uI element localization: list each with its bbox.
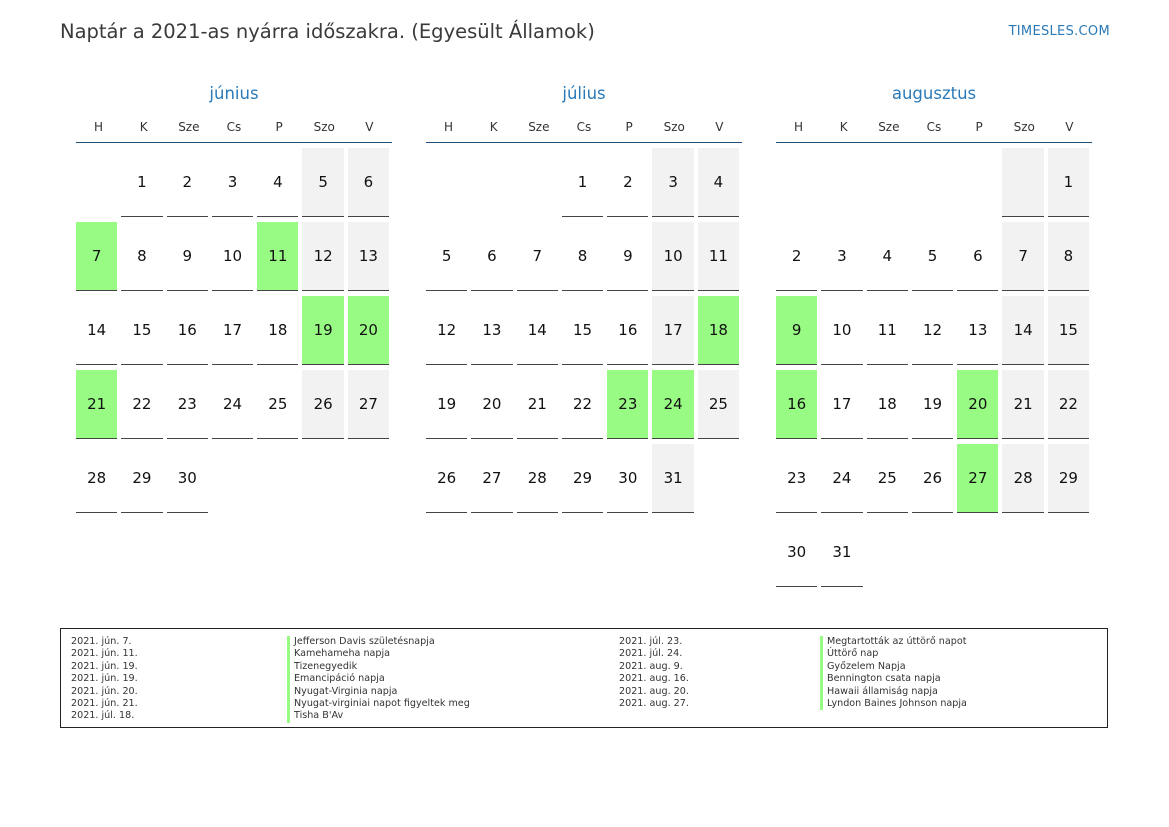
day-grid xyxy=(76,148,392,513)
day-cell[interactable]: 22 xyxy=(1048,370,1089,439)
day-cell[interactable]: 2 xyxy=(167,148,208,217)
day-cell[interactable]: 16 xyxy=(607,296,648,365)
day-cell[interactable]: 17 xyxy=(212,296,253,365)
day-cell[interactable]: 27 xyxy=(348,370,389,439)
weekday-header xyxy=(426,112,742,143)
empty-cell xyxy=(821,148,862,216)
weekday-header xyxy=(76,112,392,143)
legend-holiday-name: Nyugat-Virginia napja xyxy=(287,686,470,698)
day-cell-holiday[interactable]: 24 xyxy=(652,370,693,439)
day-cell-holiday[interactable]: 16 xyxy=(776,370,817,439)
day-cell[interactable]: 10 xyxy=(652,222,693,291)
day-cell-holiday[interactable]: 19 xyxy=(302,296,343,365)
empty-cell xyxy=(426,148,467,216)
day-cell[interactable]: 24 xyxy=(212,370,253,439)
day-cell[interactable]: 3 xyxy=(821,222,862,291)
weekday-label: Sze xyxy=(878,120,900,134)
day-cell[interactable]: 31 xyxy=(821,518,862,587)
month-july xyxy=(426,84,742,513)
weekday-label: H xyxy=(794,120,804,134)
legend-date: 2021. júl. 18. xyxy=(71,710,135,722)
month-name: augusztus xyxy=(891,84,977,103)
day-cell[interactable]: 22 xyxy=(121,370,162,439)
day-cell[interactable]: 5 xyxy=(912,222,953,291)
legend-date: 2021. jún. 19. xyxy=(71,673,138,685)
legend-holiday-name: Bennington csata napja xyxy=(820,673,967,685)
day-cell[interactable]: 5 xyxy=(302,148,343,217)
day-grid xyxy=(426,148,742,513)
legend-date: 2021. aug. 27. xyxy=(619,697,689,709)
empty-cell xyxy=(517,148,558,216)
legend-dates-right xyxy=(619,636,689,710)
legend-holiday-name: Jefferson Davis születésnapja xyxy=(287,636,470,648)
day-cell[interactable]: 14 xyxy=(517,296,558,365)
day-cell[interactable]: 22 xyxy=(562,370,603,439)
month-june xyxy=(76,84,392,513)
day-cell[interactable]: 21 xyxy=(517,370,558,439)
day-cell[interactable]: 28 xyxy=(76,444,117,513)
day-cell[interactable]: 13 xyxy=(471,296,512,365)
weekday-label: P xyxy=(275,120,283,134)
day-cell-holiday[interactable]: 27 xyxy=(957,444,998,513)
day-cell[interactable]: 1 xyxy=(1048,148,1089,217)
day-cell[interactable]: 29 xyxy=(121,444,162,513)
day-cell[interactable]: 12 xyxy=(426,296,467,365)
legend-holiday-name: Megtartották az úttörő napot xyxy=(820,636,967,648)
legend-date: 2021. aug. 16. xyxy=(619,673,689,685)
day-cell[interactable]: 2 xyxy=(607,148,648,217)
day-cell[interactable]: 4 xyxy=(867,222,908,291)
day-cell[interactable]: 3 xyxy=(652,148,693,217)
day-cell[interactable]: 28 xyxy=(1002,444,1043,513)
empty-cell xyxy=(471,148,512,216)
legend-date: 2021. jún. 20. xyxy=(71,685,138,697)
day-cell[interactable]: 16 xyxy=(167,296,208,365)
day-cell[interactable]: 13 xyxy=(348,222,389,291)
legend-date: 2021. aug. 9. xyxy=(619,660,683,672)
weekday-label: K xyxy=(489,120,498,134)
day-cell[interactable]: 6 xyxy=(471,222,512,291)
day-cell[interactable]: 6 xyxy=(348,148,389,217)
page-title: Naptár a 2021-as nyárra időszakra. (Egyesült Államok) xyxy=(60,20,595,43)
day-cell-holiday[interactable]: 11 xyxy=(257,222,298,291)
day-cell[interactable]: 31 xyxy=(652,444,693,513)
day-cell[interactable]: 12 xyxy=(302,222,343,291)
day-cell[interactable]: 14 xyxy=(1002,296,1043,365)
day-cell-holiday[interactable]: 20 xyxy=(348,296,389,365)
legend-holiday-name: Kamehameha napja xyxy=(287,648,470,660)
weekday-label: Sze xyxy=(528,120,550,134)
legend-holiday-name: Hawaii államiság napja xyxy=(820,686,967,698)
day-cell[interactable]: 14 xyxy=(76,296,117,365)
day-cell-holiday[interactable]: 7 xyxy=(76,222,117,291)
day-cell[interactable]: 4 xyxy=(698,148,739,217)
weekday-label: P xyxy=(975,120,983,134)
day-cell[interactable]: 15 xyxy=(121,296,162,365)
day-cell[interactable]: 25 xyxy=(867,444,908,513)
month-august xyxy=(776,84,1092,587)
legend-holiday-name: Győzelem Napja xyxy=(820,661,967,673)
weekday-label: K xyxy=(139,120,148,134)
day-cell[interactable]: 13 xyxy=(957,296,998,365)
day-cell[interactable]: 6 xyxy=(957,222,998,291)
weekday-label: V xyxy=(715,120,724,134)
day-cell[interactable]: 21 xyxy=(1002,370,1043,439)
day-cell[interactable]: 26 xyxy=(302,370,343,439)
weekday-label: Cs xyxy=(576,120,592,134)
day-cell[interactable]: 19 xyxy=(912,370,953,439)
day-cell[interactable]: 30 xyxy=(776,518,817,587)
day-cell[interactable]: 9 xyxy=(607,222,648,291)
weekday-label: H xyxy=(444,120,454,134)
brand-link[interactable]: TIMESLES.COM xyxy=(1008,24,1110,39)
day-cell[interactable]: 11 xyxy=(867,296,908,365)
weekday-label: Cs xyxy=(226,120,242,134)
legend-date: 2021. jún. 7. xyxy=(71,636,132,647)
day-cell[interactable]: 8 xyxy=(1048,222,1089,291)
day-cell[interactable]: 10 xyxy=(212,222,253,291)
day-cell[interactable]: 18 xyxy=(867,370,908,439)
day-cell[interactable]: 1 xyxy=(562,148,603,217)
day-cell[interactable]: 30 xyxy=(607,444,648,513)
day-cell[interactable]: 8 xyxy=(121,222,162,291)
day-cell[interactable]: 15 xyxy=(1048,296,1089,365)
day-cell[interactable]: 29 xyxy=(562,444,603,513)
day-cell[interactable]: 15 xyxy=(562,296,603,365)
legend-holiday-name: Tizenegyedik xyxy=(287,661,470,673)
day-cell[interactable]: 7 xyxy=(1002,222,1043,291)
day-cell[interactable]: 12 xyxy=(912,296,953,365)
legend-holiday-name: Lyndon Baines Johnson napja xyxy=(820,698,967,710)
weekday-header xyxy=(776,112,1092,143)
day-cell[interactable]: 24 xyxy=(821,444,862,513)
weekday-label: Szo xyxy=(1013,120,1035,134)
day-cell[interactable]: 1 xyxy=(121,148,162,217)
day-cell[interactable]: 27 xyxy=(471,444,512,513)
day-cell[interactable]: 7 xyxy=(517,222,558,291)
legend-date: 2021. júl. 23. xyxy=(619,636,683,647)
day-cell[interactable]: 23 xyxy=(776,444,817,513)
empty-cell xyxy=(912,148,953,216)
weekday-label: Cs xyxy=(926,120,942,134)
weekday-label: K xyxy=(839,120,848,134)
weekday-label: Sze xyxy=(178,120,200,134)
day-cell[interactable]: 29 xyxy=(1048,444,1089,513)
empty-cell xyxy=(776,148,817,216)
legend-date: 2021. jún. 19. xyxy=(71,660,138,672)
empty-cell xyxy=(1002,148,1043,217)
empty-cell xyxy=(867,148,908,216)
legend-holiday-name: Úttörő nap xyxy=(820,648,967,660)
day-cell[interactable]: 10 xyxy=(821,296,862,365)
day-cell-holiday[interactable]: 20 xyxy=(957,370,998,439)
weekday-label: Szo xyxy=(313,120,335,134)
day-cell[interactable]: 26 xyxy=(426,444,467,513)
day-cell-holiday[interactable]: 21 xyxy=(76,370,117,439)
legend-names-left xyxy=(287,636,470,723)
day-cell[interactable]: 11 xyxy=(698,222,739,291)
day-cell[interactable]: 20 xyxy=(471,370,512,439)
weekday-label: V xyxy=(1065,120,1074,134)
legend-holiday-name: Emancipáció napja xyxy=(287,673,470,685)
weekday-label: H xyxy=(94,120,104,134)
day-cell-holiday[interactable]: 23 xyxy=(607,370,648,439)
day-cell[interactable]: 17 xyxy=(821,370,862,439)
legend-date: 2021. jún. 11. xyxy=(71,648,138,660)
legend-date: 2021. aug. 20. xyxy=(619,685,689,697)
legend-holiday-name: Nyugat-virginiai napot figyeltek meg xyxy=(287,698,470,710)
weekday-label: P xyxy=(625,120,633,134)
day-cell[interactable]: 2 xyxy=(776,222,817,291)
empty-cell xyxy=(957,148,998,216)
month-name: július xyxy=(562,84,606,103)
legend-date: 2021. jún. 21. xyxy=(71,697,138,709)
day-cell[interactable]: 8 xyxy=(562,222,603,291)
legend-holiday-name: Tisha B'Av xyxy=(287,710,470,722)
day-cell[interactable]: 25 xyxy=(257,370,298,439)
day-cell[interactable]: 5 xyxy=(426,222,467,291)
holiday-legend xyxy=(60,628,1108,728)
day-cell[interactable]: 18 xyxy=(257,296,298,365)
legend-date: 2021. júl. 24. xyxy=(619,648,683,660)
day-cell[interactable]: 23 xyxy=(167,370,208,439)
day-cell[interactable]: 30 xyxy=(167,444,208,513)
day-cell[interactable]: 25 xyxy=(698,370,739,439)
weekday-label: V xyxy=(365,120,374,134)
empty-cell xyxy=(76,148,117,216)
month-name: június xyxy=(209,84,259,103)
day-cell[interactable]: 28 xyxy=(517,444,558,513)
day-cell[interactable]: 26 xyxy=(912,444,953,513)
legend-dates-left xyxy=(71,636,138,723)
legend-names-right xyxy=(820,636,967,710)
day-cell[interactable]: 4 xyxy=(257,148,298,217)
day-cell-holiday[interactable]: 9 xyxy=(776,296,817,365)
day-cell[interactable]: 19 xyxy=(426,370,467,439)
day-cell[interactable]: 9 xyxy=(167,222,208,291)
weekday-label: Szo xyxy=(663,120,685,134)
day-cell[interactable]: 17 xyxy=(652,296,693,365)
day-cell-holiday[interactable]: 18 xyxy=(698,296,739,365)
day-grid xyxy=(776,148,1092,587)
day-cell[interactable]: 3 xyxy=(212,148,253,217)
